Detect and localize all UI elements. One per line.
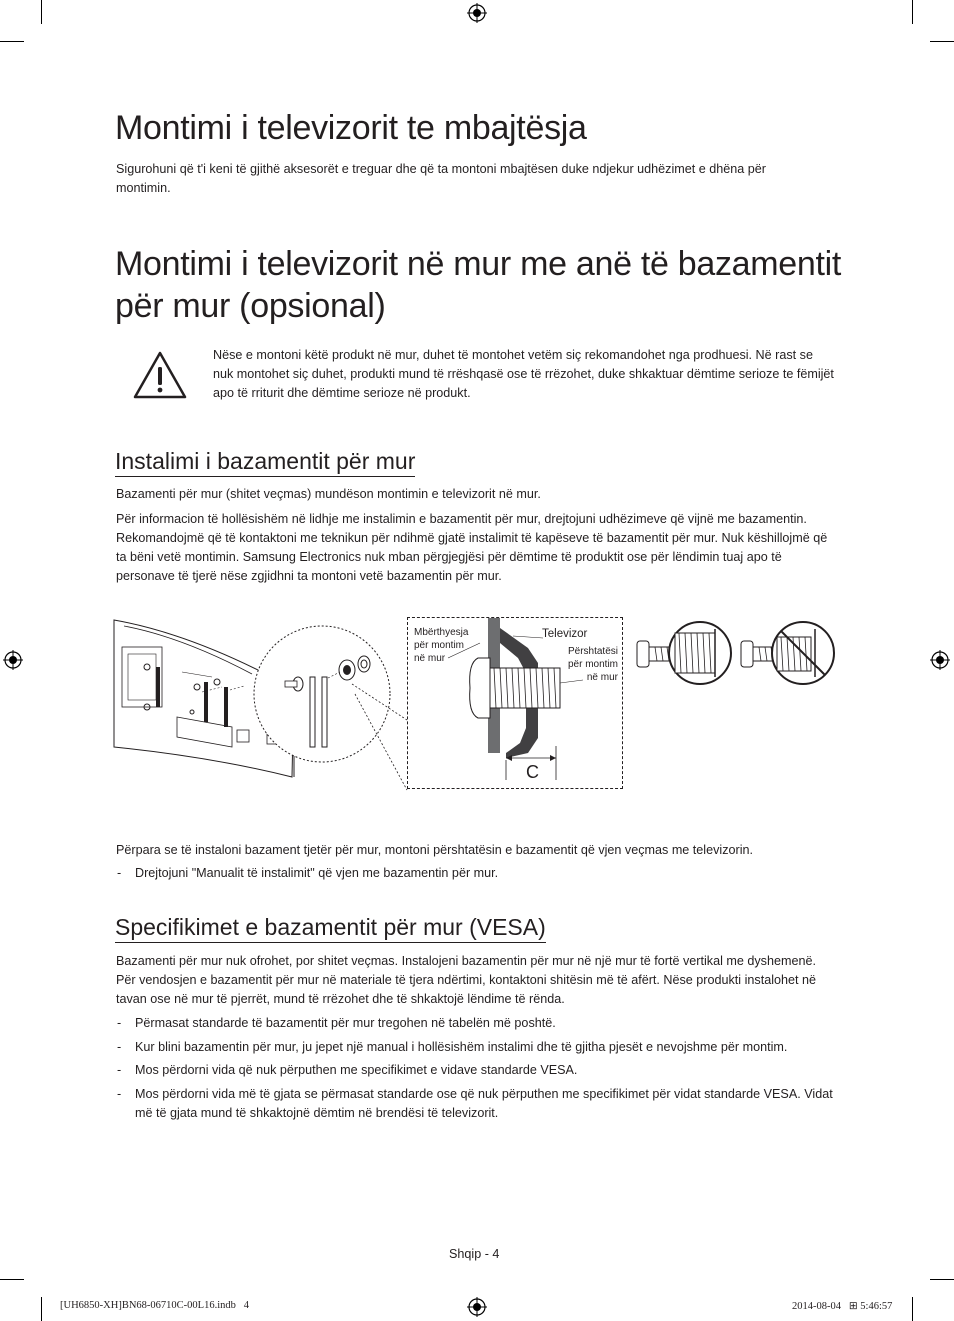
label-tv: Televizor [542, 628, 588, 640]
section-title [115, 243, 841, 327]
vesa-bullet [117, 1085, 837, 1123]
registration-mark-icon [467, 3, 487, 23]
crop-mark [930, 41, 954, 42]
vesa-bullet [117, 1038, 837, 1057]
vesa-paragraph: Bazamenti për mur nuk ofrohet, por shitet veçmas. Instalojeni bazamentin për mur në një mur të fortë vertikal me dyshemenë. Për vendosjen e bazamentit për mur në materiale të tjera ndërtimi, kontaktoni shitësin më të afërt. Nëse produkti instalohet në tavan ose në mur të pjerrët, mund të rrëzohet dhe të shkaktojë lëndime të rënda. [116, 954, 817, 1006]
footer-left: [UH6850-XH]BN68-06710C-00L16.indb 4 [60, 1300, 249, 1311]
screw-correct-icon [633, 617, 733, 689]
bullet-text: Drejtojuni "Manualit të instalimit" që vjen me bazamentin për mur. [135, 866, 499, 880]
crop-mark [41, 0, 42, 24]
intro-text: Sigurohuni që t'i keni të gjithë aksesorët e treguar dhe që ta montoni mbajtësen duke ndjekur udhëzimet e dhëna për montimin. [116, 162, 766, 195]
warning-icon [132, 350, 188, 400]
bullet-text: Përmasat standarde të bazamentit për mur tregohen në tabelën më poshtë. [135, 1016, 556, 1030]
heading-install: Instalimi i bazamentit për mur [115, 447, 415, 477]
footer-right: 2014-08-04 ⊞ 5:46:57 [792, 1301, 893, 1312]
install-bullet [117, 864, 837, 883]
bullet-text: Mos përdorni vida më të gjata se përmasat standarde ose që nuk përputhen me specifikimet për vidat standarde VESA. Vidat më të gjata mund të shkaktojnë dëmtim në brendësi të televizorit. [135, 1087, 833, 1120]
crop-mark [930, 1279, 954, 1280]
install-after-text: Përpara se të instaloni bazament tjetër për mur, montoni përshtatësin e bazamentit që vjen veçmas me televizorin. [116, 843, 754, 857]
label-c: C [526, 762, 539, 782]
registration-mark-icon [3, 650, 23, 670]
label-wall-mount: Mbërthyesja për montim në mur [414, 627, 469, 664]
page-title: Montimi i televizorit te mbajtësja [115, 109, 587, 147]
screw-wrong-icon [737, 617, 837, 689]
bullet-dash: - [117, 1087, 122, 1101]
crop-mark [912, 1297, 913, 1321]
section-title-line1: Montimi i televizorit në mur me anë të bazamentit [115, 245, 842, 283]
crop-mark [41, 1297, 42, 1321]
install-paragraph-2: Për informacion të hollësishëm në lidhje me instalimin e bazamentit për mur, drejtojuni udhëzimeve që vijnë me bazamentin. Rekomandojmë që të kontaktoni me teknikun për ndihmë gjatë instalimit të kapëseve të bazamentit për mur. Nuk këshillojmë që ta bëni vetë montimin. Samsung Electronics nuk mban përgjegjësi për dëmtime të produktit ose për lëndimin tuaj apo të personave të tjerë nëse zgjidhni ta montoni vetë bazamentin për mur. [116, 512, 828, 583]
bullet-dash: - [117, 1063, 122, 1077]
section-title-line2: për mur (opsional) [115, 287, 386, 325]
heading-vesa: Specifikimet e bazamentit për mur (VESA) [115, 913, 546, 943]
bullet-dash: - [117, 1040, 122, 1054]
section-heading-install [115, 447, 415, 477]
crop-mark [0, 1279, 24, 1280]
crop-mark [912, 0, 913, 24]
bullet-text: Kur blini bazamentin për mur, ju jepet një manual i hollësishëm instalimi dhe të gjitha pjesët e nevojshme për montim. [135, 1040, 788, 1054]
vesa-bullet [117, 1061, 837, 1080]
registration-mark-icon [467, 1297, 487, 1317]
bullet-text: Mos përdorni vida që nuk përputhen me specifikimet e vidave standarde VESA. [135, 1063, 578, 1077]
registration-mark-icon [930, 650, 950, 670]
bullet-dash: - [117, 866, 122, 880]
vesa-bullet [117, 1014, 837, 1033]
crop-mark [0, 41, 24, 42]
label-adapter: Përshtatësi për montim në mur [567, 646, 618, 683]
zoom-callout [230, 612, 430, 792]
section-heading-vesa [115, 913, 546, 943]
install-paragraph-1: Bazamenti për mur (shitet veçmas) mundëson montimin e televizorit në mur. [116, 487, 541, 501]
bullet-dash: - [117, 1016, 122, 1030]
warning-text: Nëse e montoni këtë produkt në mur, duhet të montohet vetëm siç rekomandohet nga prodhuesi. Në rast se nuk montohet siç duhet, produkti mund të rrëshqasë ose të rrëzohet, duke shkaktuar dëmtime serioze te fëmijët apo të rriturit dhe dëmtime serioze në produkt. [213, 348, 834, 400]
page-number: Shqip - 4 [449, 1247, 500, 1261]
